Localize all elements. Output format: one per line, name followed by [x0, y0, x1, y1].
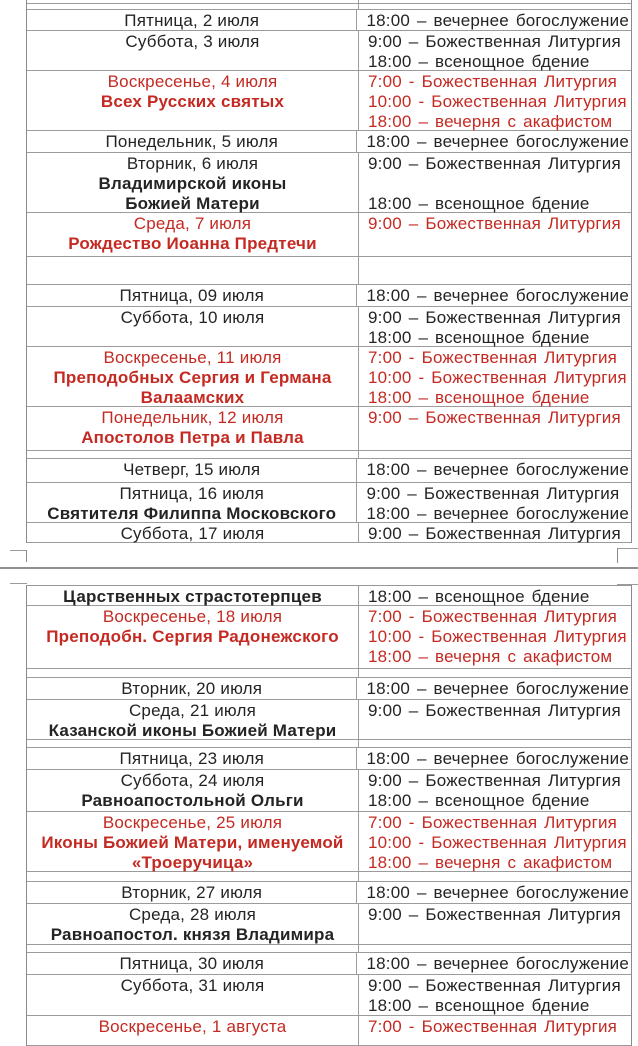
service-time-line: 18:00 – вечернее богослужение	[366, 460, 629, 479]
date-cell	[27, 678, 357, 699]
date-cell	[27, 347, 359, 406]
date-cell	[27, 31, 359, 70]
service-cell	[357, 10, 631, 30]
schedule-row	[27, 606, 631, 669]
service-time-line: 10:00 - Божественная Литургия	[368, 833, 627, 852]
feast-name-line: Казанской иконы Божией Матери	[48, 721, 337, 740]
service-time-line	[368, 174, 629, 194]
service-cell	[359, 812, 631, 871]
service-cell	[359, 872, 631, 881]
schedule-row	[27, 213, 631, 257]
date-line: Четверг, 15 июля	[123, 460, 261, 479]
date-line: Понедельник, 5 июля	[105, 132, 278, 151]
date-line: Пятница, 30 июля	[119, 954, 265, 973]
schedule-row	[27, 882, 631, 904]
service-cell	[359, 31, 631, 70]
date-cell	[27, 872, 359, 881]
schedule-row	[27, 407, 631, 451]
schedule-row	[27, 31, 631, 71]
service-time-line: 7:00 - Божественная Литургия	[368, 72, 618, 91]
date-line: Вторник, 6 июля	[126, 154, 259, 173]
service-cell	[359, 407, 631, 450]
service-time-line: 18:00 – вечернее богослужение	[366, 883, 629, 902]
service-time-line: 18:00 – всенощное бдение	[368, 791, 590, 810]
service-time-line: 18:00 – вечернее богослужение	[366, 286, 629, 305]
schedule-row	[27, 904, 631, 945]
date-cell	[27, 0, 359, 3]
schedule-row	[27, 975, 631, 1016]
date-line: Царственных страстотерпцев	[63, 587, 322, 606]
date-cell	[27, 945, 359, 952]
date-line: Воскресенье, 11 июля	[103, 348, 282, 367]
service-time-line: 18:00 – всенощное бдение	[368, 587, 590, 606]
date-line: Пятница, 09 июля	[119, 286, 265, 305]
date-line: Суббота, 10 июля	[120, 308, 265, 327]
service-cell	[359, 523, 631, 542]
date-line: Вторник, 20 июля	[121, 679, 263, 698]
date-cell	[27, 606, 359, 668]
service-time-line: 7:00 - Божественная Литургия	[368, 1017, 618, 1036]
date-cell	[27, 131, 357, 152]
date-line: Пятница, 2 июля	[124, 11, 260, 30]
schedule-row	[27, 748, 631, 770]
service-cell	[359, 945, 631, 952]
date-cell	[27, 285, 357, 306]
date-cell	[27, 953, 357, 974]
date-cell	[27, 307, 359, 346]
service-cell	[357, 953, 631, 974]
schedule-row	[27, 307, 631, 347]
service-time-line: 9:00 – Божественная Литургия	[368, 154, 621, 173]
date-cell	[27, 882, 357, 903]
service-cell	[359, 669, 631, 677]
service-time-line: 9:00 – Божественная Литургия	[368, 701, 621, 720]
service-cell	[359, 0, 631, 3]
service-time-line: 18:00 – вечернее богослужение	[366, 504, 629, 523]
date-cell	[27, 451, 359, 458]
date-cell	[27, 740, 359, 747]
date-cell	[27, 257, 359, 284]
service-cell	[359, 153, 631, 212]
spacer-row	[27, 669, 631, 678]
schedule-row	[27, 586, 631, 606]
spacer-row	[27, 257, 631, 285]
schedule-row	[27, 770, 631, 812]
page-break-divider-line	[0, 567, 638, 569]
feast-name-line: Валаамских	[140, 388, 245, 407]
date-line: Среда, 7 июля	[133, 214, 252, 233]
service-time-line: 18:00 – вечернее богослужение	[366, 679, 629, 698]
service-time-line: 10:00 - Божественная Литургия	[368, 92, 627, 111]
spacer-row	[27, 945, 631, 953]
service-time-line: 7:00 - Божественная Литургия	[368, 813, 618, 832]
service-time-line: 9:00 – Божественная Литургия	[368, 214, 621, 233]
feast-name-line: Иконы Божией Матери, именуемой	[41, 833, 344, 852]
date-line: Воскресенье, 1 августа	[98, 1017, 287, 1036]
service-time-line: 18:00 – всенощное бдение	[368, 996, 590, 1015]
service-cell	[357, 285, 631, 306]
date-cell	[27, 4, 359, 9]
date-cell	[27, 71, 359, 130]
date-cell	[27, 700, 359, 739]
date-cell	[27, 812, 359, 871]
schedule-row	[27, 459, 631, 483]
service-cell	[359, 904, 631, 944]
spacer-row	[27, 740, 631, 748]
service-cell	[359, 307, 631, 346]
service-cell	[357, 678, 631, 699]
service-cell	[359, 451, 631, 458]
feast-name-line: Рождество Иоанна Предтечи	[68, 234, 317, 253]
service-cell	[359, 347, 631, 406]
service-cell	[359, 975, 631, 1015]
service-cell	[359, 4, 631, 9]
date-line: Суббота, 3 июля	[125, 32, 260, 51]
date-line: Воскресенье, 25 июля	[102, 813, 283, 832]
schedule-row	[27, 131, 631, 153]
date-cell	[27, 407, 359, 450]
service-time-line: 9:00 – Божественная Литургия	[368, 524, 621, 543]
feast-name-line: Владимирской иконы	[98, 174, 287, 193]
service-cell	[359, 770, 631, 811]
schedule-table-section-1	[26, 0, 632, 543]
service-time-line: 10:00 - Божественная Литургия	[368, 627, 627, 646]
schedule-row	[27, 678, 631, 700]
date-line: Суббота, 17 июля	[120, 524, 265, 543]
date-cell	[27, 213, 359, 256]
date-cell	[27, 748, 357, 769]
service-time-line: 18:00 – вечерня с акафистом	[368, 112, 613, 131]
service-time-line: 18:00 – всенощное бдение	[368, 388, 590, 407]
page-break-fragment-left-top	[10, 550, 27, 562]
date-cell	[27, 523, 359, 542]
service-cell	[357, 748, 631, 769]
service-cell	[359, 586, 631, 605]
service-time-line: 9:00 – Божественная Литургия	[366, 484, 620, 503]
date-cell	[27, 1016, 359, 1045]
page-break-fragment-left-bottom	[10, 583, 27, 584]
service-cell	[357, 882, 631, 903]
service-cell	[359, 1016, 631, 1045]
service-time-line: 18:00 – всенощное бдение	[368, 328, 590, 347]
service-time-line: 7:00 - Божественная Литургия	[368, 607, 618, 626]
feast-name-line: Святителя Филиппа Московского	[47, 504, 337, 523]
service-cell	[357, 459, 631, 482]
service-cell	[359, 71, 631, 130]
schedule-table-section-2	[26, 585, 632, 1046]
schedule-row	[27, 483, 631, 523]
schedule-row	[27, 10, 631, 31]
date-cell	[27, 483, 357, 522]
schedule-row	[27, 953, 631, 975]
schedule-row	[27, 285, 631, 307]
service-time-line: 10:00 - Божественная Литургия	[368, 368, 627, 387]
date-cell	[27, 586, 359, 605]
service-time-line: 9:00 – Божественная Литургия	[368, 976, 621, 995]
spacer-row	[27, 872, 631, 882]
schedule-row	[27, 700, 631, 740]
service-time-line: 18:00 – вечерня с акафистом	[368, 853, 613, 872]
service-time-line: 7:00 - Божественная Литургия	[368, 348, 618, 367]
date-cell	[27, 10, 357, 30]
date-cell	[27, 153, 359, 212]
schedule-row	[27, 812, 631, 872]
page-break-fragment-right-top	[617, 548, 638, 563]
service-cell	[357, 131, 631, 152]
service-time-line: 18:00 – вечернее богослужение	[366, 749, 629, 768]
service-time-line: 9:00 – Божественная Литургия	[368, 905, 621, 924]
schedule-row	[27, 1016, 631, 1046]
service-time-line: 9:00 – Божественная Литургия	[368, 408, 621, 427]
date-cell	[27, 459, 357, 482]
service-cell	[359, 213, 631, 256]
date-line: Воскресенье, 4 июля	[107, 72, 278, 91]
spacer-row	[27, 451, 631, 459]
date-line: Среда, 21 июля	[128, 701, 257, 720]
schedule-row	[27, 153, 631, 213]
service-cell	[359, 700, 631, 739]
service-time-line: 9:00 – Божественная Литургия	[368, 32, 621, 51]
feast-name-line: Божией Матери	[125, 194, 260, 213]
service-cell	[359, 606, 631, 668]
service-time-line: 9:00 – Божественная Литургия	[368, 771, 621, 790]
date-cell	[27, 904, 359, 944]
date-cell	[27, 975, 359, 1015]
schedule-row	[27, 71, 631, 131]
feast-name-line: «Троеручица»	[131, 853, 254, 872]
service-time-line: 18:00 – вечернее богослужение	[366, 11, 629, 30]
service-cell	[359, 257, 631, 284]
service-time-line: 18:00 – всенощное бдение	[368, 52, 590, 71]
feast-name-line: Всех Русских святых	[100, 92, 285, 111]
date-line: Суббота, 31 июля	[120, 976, 265, 995]
date-line: Пятница, 16 июля	[119, 484, 265, 503]
date-cell	[27, 669, 359, 677]
date-line: Понедельник, 12 июля	[101, 408, 284, 427]
feast-name-line: Апостолов Петра и Павла	[81, 428, 304, 447]
date-line: Суббота, 24 июля	[120, 771, 265, 790]
date-line: Вторник, 27 июля	[121, 883, 263, 902]
feast-name-line: Равноапостол. князя Владимира	[50, 925, 335, 944]
service-cell	[357, 483, 631, 522]
service-time-line: 18:00 – вечернее богослужение	[366, 132, 629, 151]
feast-name-line: Преподобных Сергия и Германа	[53, 368, 332, 387]
schedule-row	[27, 347, 631, 407]
service-time-line: 18:00 – вечерня с акафистом	[368, 647, 613, 666]
feast-name-line: Преподобн. Сергия Радонежского	[46, 627, 339, 646]
schedule-row	[27, 523, 631, 543]
service-cell	[359, 740, 631, 747]
service-time-line: 9:00 – Божественная Литургия	[368, 308, 621, 327]
service-time-line: 18:00 – всенощное бдение	[368, 194, 590, 213]
date-line: Воскресенье, 18 июля	[102, 607, 283, 626]
date-line: Пятница, 23 июля	[119, 749, 265, 768]
service-time-line: 18:00 – вечернее богослужение	[366, 954, 629, 973]
feast-name-line: Равноапостольной Ольги	[81, 791, 304, 810]
date-line: Среда, 28 июля	[128, 905, 257, 924]
date-cell	[27, 770, 359, 811]
